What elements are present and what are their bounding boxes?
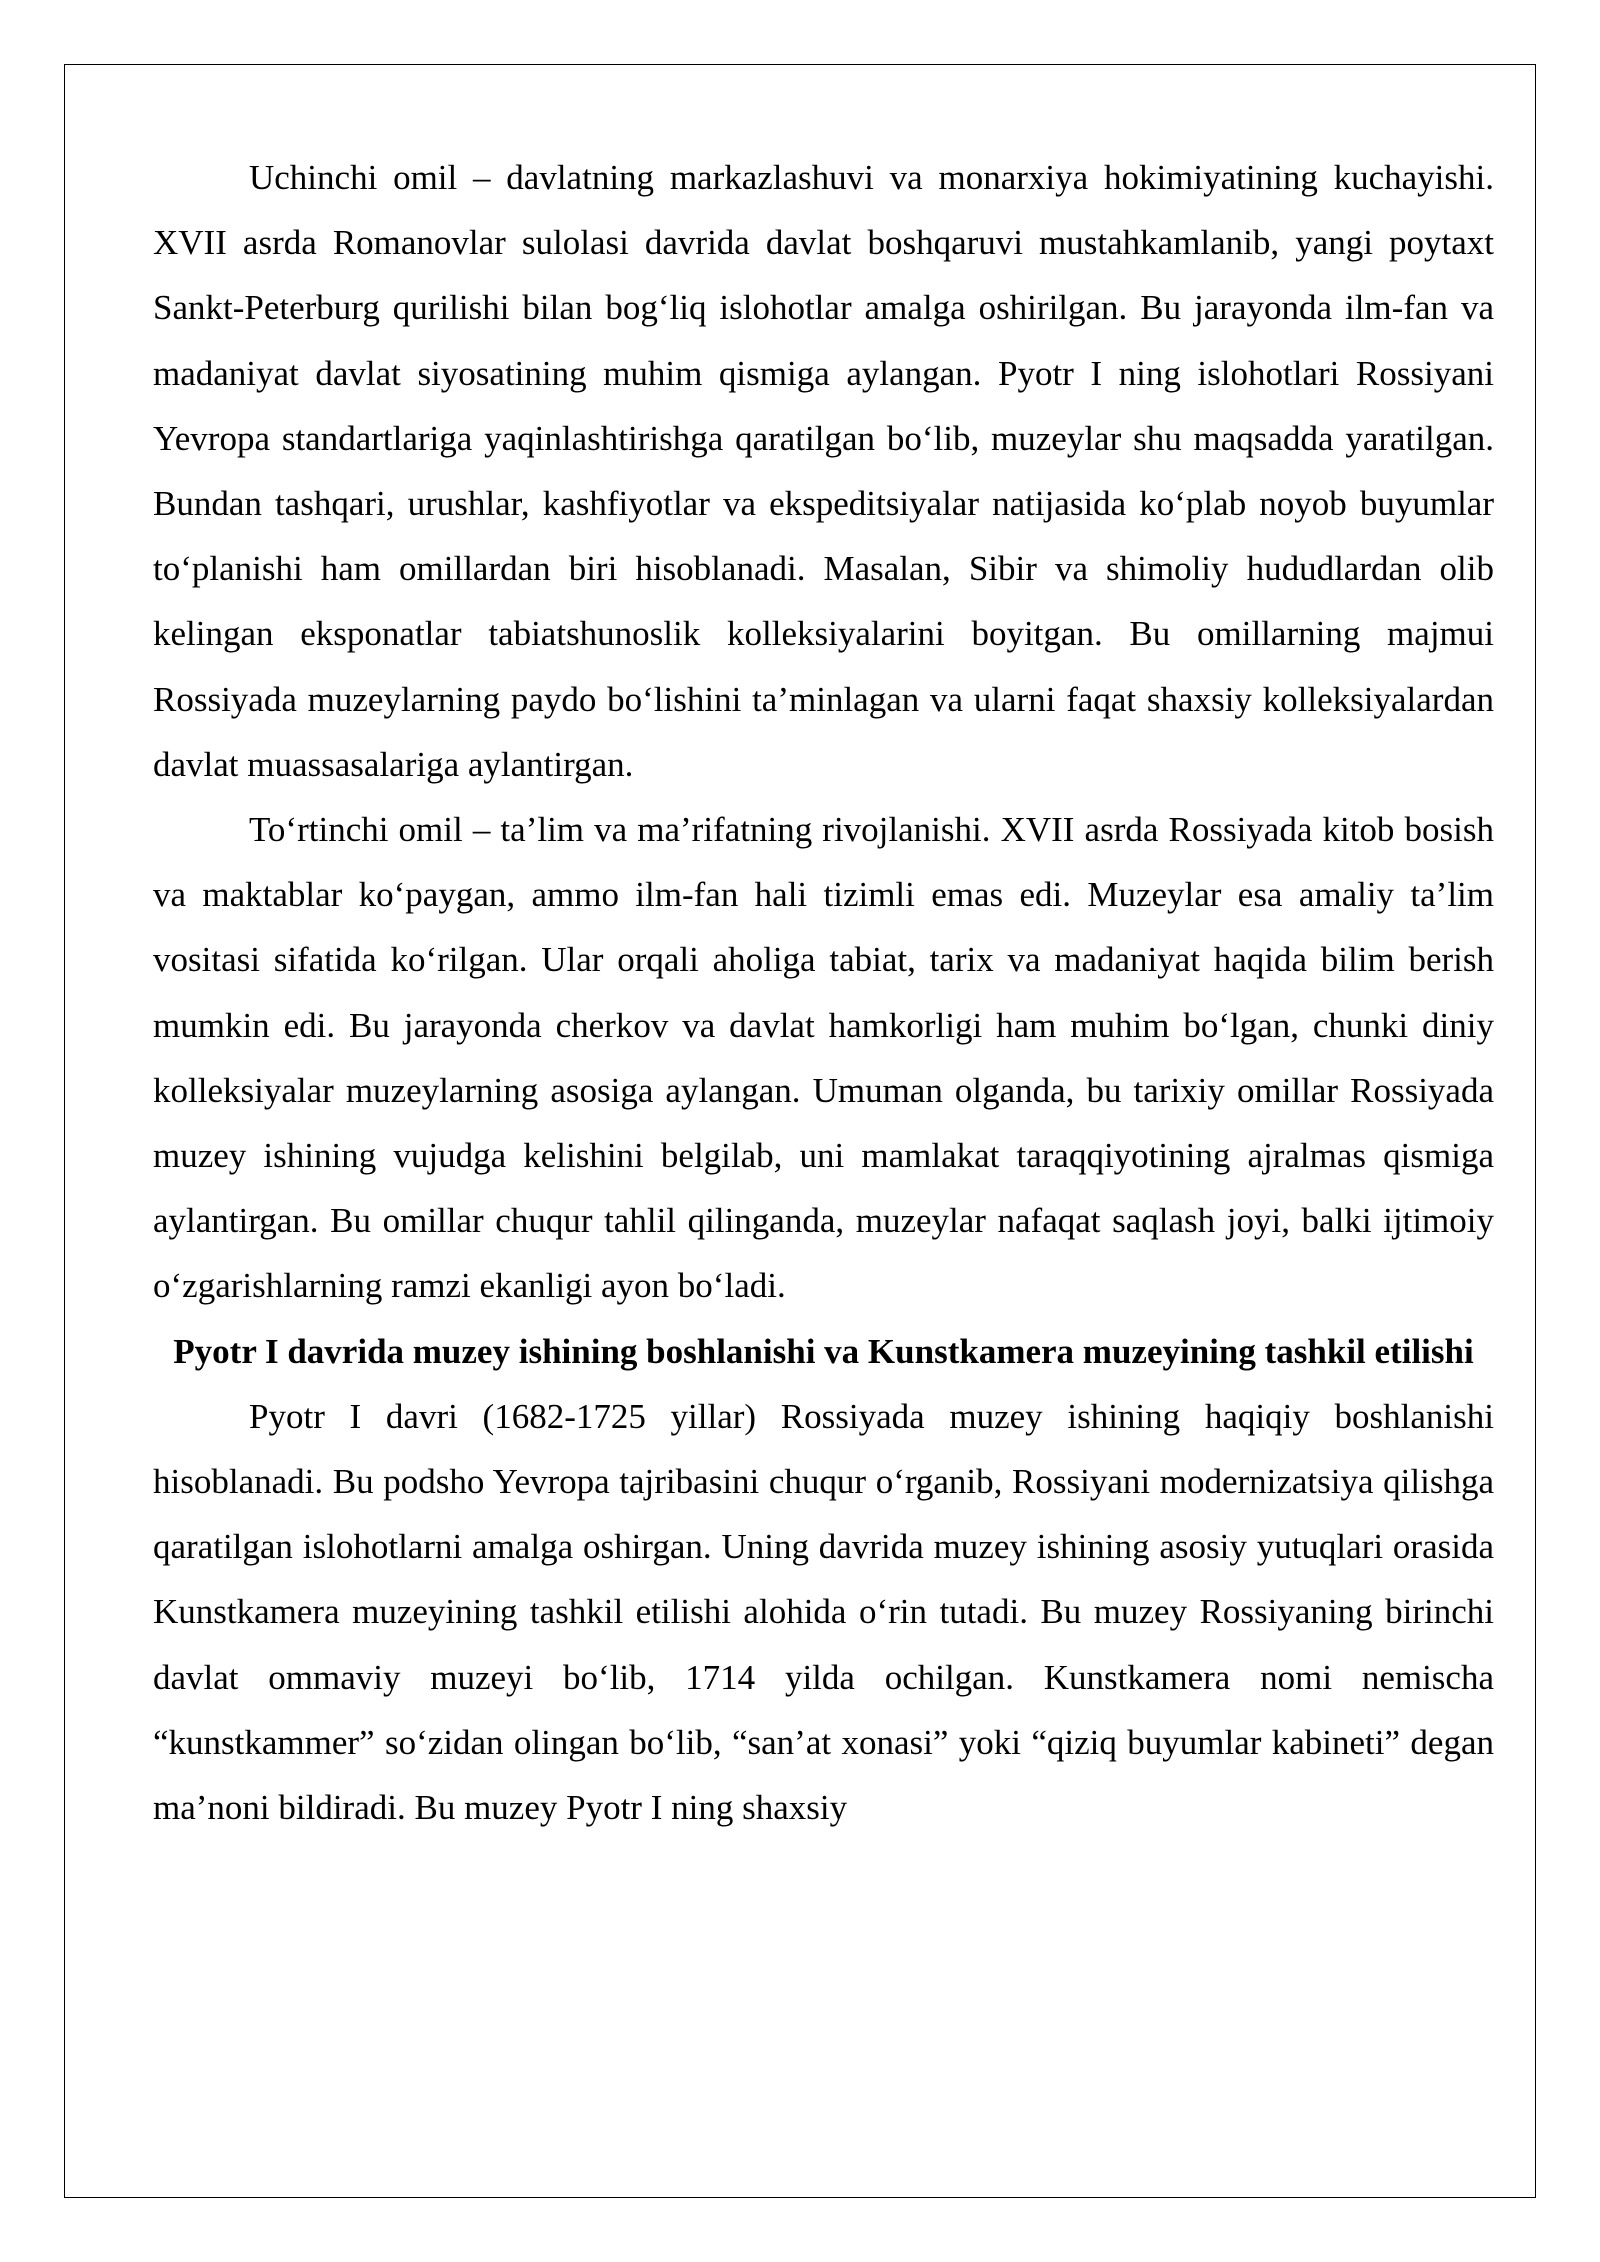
paragraph-peter-era: Pyotr I davri (1682-1725 yillar) Rossiyada muzey ishining haqiqiy boshlanishi hisoblanadi. Bu podsho Yevropa tajribasini chuqur o‘rganib, Rossiyani modernizatsiya qilishga qaratilgan islohotlarni amalga oshirgan. Uning davrida muzey ishining asosiy yutuqlari orasida Kunstkamera muzeyining tashkil etilishi alohida o‘rin tutadi. Bu muzey Rossiyaning birinchi davlat ommaviy muzeyi bo‘lib, 1714 yilda ochilgan. Kunstkamera nomi nemischa “kunstkammer” so‘zidan olingan bo‘lib, “san’at xonasi” yoki “qiziq buyumlar kabineti” degan ma’noni bildiradi. Bu muzey Pyotr I ning shaxsiy	[153, 1396, 1494, 1828]
paragraph-fourth-factor: To‘rtinchi omil – ta’lim va ma’rifatning rivojlanishi. XVII asrda Rossiyada kitob bosish va maktablar ko‘paygan, ammo ilm-fan hali tizimli emas edi. Muzeylar esa amaliy ta’lim vositasi sifatida ko‘rilgan. Ular orqali aholiga tabiat, tarix va madaniyat haqida bilim berish mumkin edi. Bu jarayonda cherkov va davlat hamkorligi ham muhim bo‘lgan, chunki diniy kolleksiyalar muzeylarning asosiga aylangan. Umuman olganda, bu tarixiy omillar Rossiyada muzey ishining vujudga kelishini belgilab, uni mamlakat taraqqiyotining ajralmas qismiga aylantirgan. Bu omillar chuqur tahlil qilinganda, muzeylar nafaqat saqlash joyi, balki ijtimoiy o‘zgarishlarning ramzi ekanligi ayon bo‘ladi.	[153, 810, 1494, 1306]
paragraph-third-factor: Uchinchi omil – davlatning markazlashuvi va monarxiya hokimiyatining kuchayishi. XVII asrda Romanovlar sulolasi davrida davlat boshqaruvi mustahkamlanib, yangi poytaxt Sankt-Peterburg qurilishi bilan bog‘liq islohotlar amalga oshirilgan. Bu jarayonda ilm-fan va madaniyat davlat siyosatining muhim qismiga aylangan. Pyotr I ning islohotlari Rossiyani Yevropa standartlariga yaqinlashtirishga qaratilgan bo‘lib, muzeylar shu maqsadda yaratilgan. Bundan tashqari, urushlar, kashfiyotlar va ekspeditsiyalar natijasida ko‘plab noyob buyumlar to‘planishi ham omillardan biri hisoblanadi. Masalan, Sibir va shimoliy hududlardan olib kelingan eksponatlar tabiatshunoslik kolleksiyalarini boyitgan. Bu omillarning majmui Rossiyada muzeylarning paydo bo‘lishini ta’minlagan va ularni faqat shaxsiy kolleksiyalardan davlat muassasalariga aylantirgan.	[153, 158, 1494, 784]
section-heading: Pyotr I davrida muzey ishining boshlanishi va Kunstkamera muzeyining tashkil etilishi	[173, 1331, 1474, 1371]
document-body	[153, 145, 1494, 1840]
